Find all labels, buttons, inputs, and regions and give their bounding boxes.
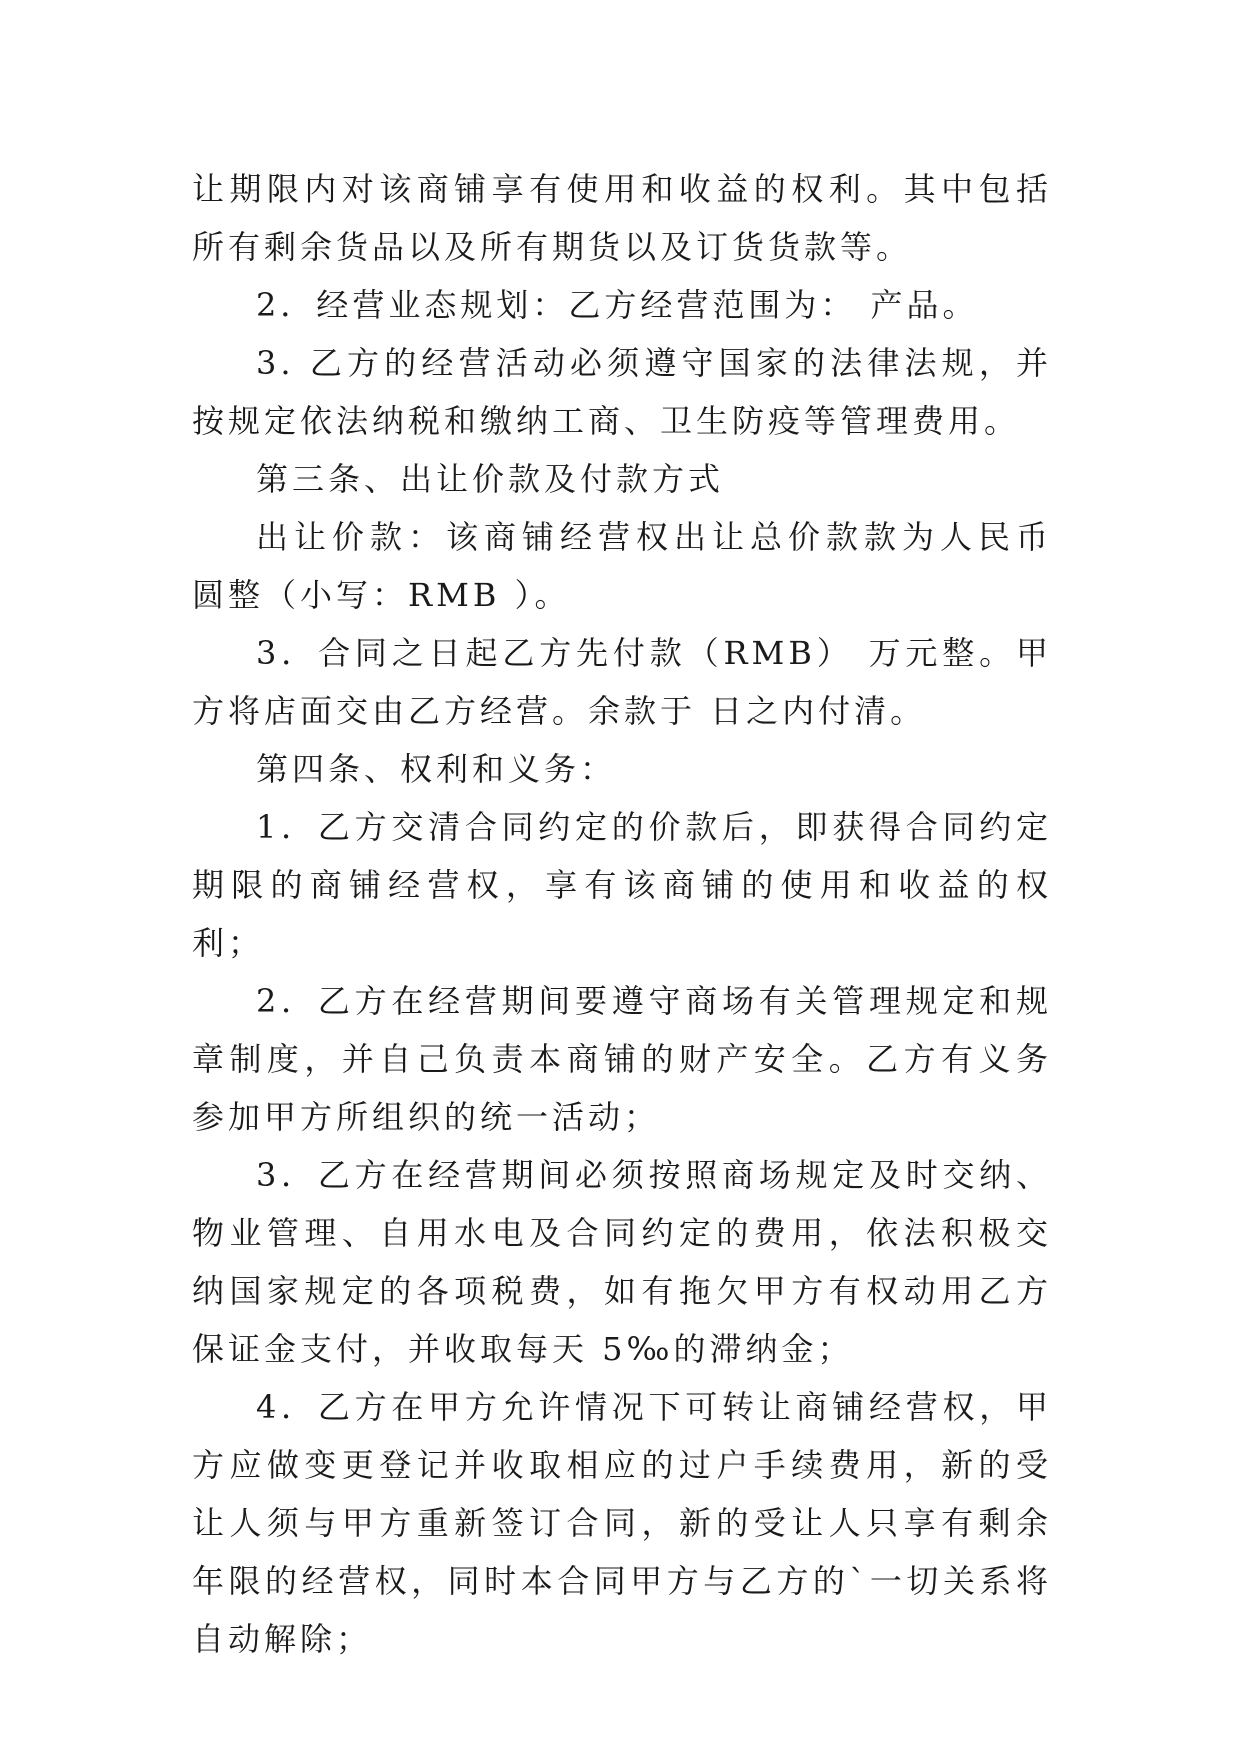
section-heading-article-4: 第四条、权利和义务： (256, 750, 617, 788)
paragraph-right-3: 3．乙方在经营期间必须按照商场规定及时交纳、物业管理、自用水电及合同约定的费用，依法积极交纳国家规定的各项税费，如有拖欠甲方有权动用乙方保证金支付，并收取每天 5‰的滞纳金； (192, 1156, 1052, 1368)
paragraph-right-2: 2．乙方在经营期间要遵守商场有关管理规定和规章制度，并自己负责本商铺的财产安全。乙方有义务参加甲方所组织的统一活动； (192, 982, 1052, 1136)
paragraph-right-1: 1．乙方交清合同约定的价款后，即获得合同约定期限的商铺经营权，享有该商铺的使用和收益的权利； (192, 808, 1052, 962)
paragraph-right-4: 4．乙方在甲方允许情况下可转让商铺经营权，甲方应做变更登记并收取相应的过户手续费用，新的受让人须与甲方重新签订合同，新的受让人只享有剩余年限的经营权，同时本合同甲方与乙方的`一切关系将自动解除； (192, 1388, 1052, 1658)
document-body (192, 160, 1052, 1668)
paragraph-business-scope: 2．经营业态规划：乙方经营范围为： 产品。 (256, 286, 979, 324)
section-heading-article-3: 第三条、出让价款及付款方式 (256, 460, 725, 498)
paragraph-legal-compliance: 3. 乙方的经营活动必须遵守国家的法律法规，并按规定依法纳税和缴纳工商、卫生防疫等管理费用。 (192, 344, 1052, 440)
paragraph-payment-terms: 3．合同之日起乙方先付款（RMB） 万元整。甲方将店面交由乙方经营。余款于 日之内付清。 (192, 634, 1052, 730)
paragraph-transfer-price: 出让价款：该商铺经营权出让总价款款为人民币 圆整（小写：RMB ）。 (192, 518, 1052, 614)
paragraph-continuation: 让期限内对该商铺享有使用和收益的权利。其中包括所有剩余货品以及所有期货以及订货货款等。 (192, 170, 1052, 266)
